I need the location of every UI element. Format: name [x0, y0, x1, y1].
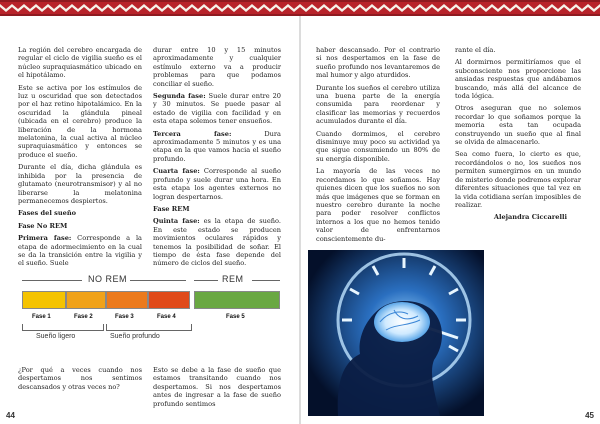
paragraph: Cuando dormimos, el cerebro disminuye muy poco su actividad ya que sigue consumiendo un 80% de su energía disponible.	[316, 129, 440, 163]
phase-bar-1	[22, 291, 66, 309]
bracket-line	[22, 280, 82, 281]
phase-bar-4	[148, 291, 190, 309]
paragraph: Este se activa por los estímulos de luz u oscuridad que son detectados por el haz retino hipotalámico. En la oscuridad la glándula pineal (ubicada en el cerebro) produce la liberación de la hormona melatonina, la cual activa al núcleo supraquiasmático y entonces se produce el sueño.	[18, 83, 142, 159]
phase-bar-3	[106, 291, 148, 309]
paragraph	[153, 130, 281, 164]
page-gutter	[299, 16, 301, 424]
sleep-phases-diagram	[18, 274, 284, 346]
column-1-bottom	[18, 366, 142, 395]
page-number-left: 44	[6, 411, 15, 420]
paragraph: rante el día.	[455, 46, 496, 54]
paragraph: Durante el día, dicha glándula es inhibida por la presencia de glutamato (neurotransmisor) y al no liberarse la melatonina permanecemos despiertos.	[18, 163, 142, 205]
phase-label: Fase 2	[74, 314, 93, 320]
section-heading: Fases del sueño	[18, 209, 77, 218]
bracket-line	[194, 280, 218, 281]
light-sleep-bracket	[22, 324, 104, 331]
paragraph: ¿Por qué a veces cuando nos despertamos nos sentimos descansados y otras veces no?	[18, 366, 142, 391]
column-1	[18, 46, 142, 272]
phase-bar-2	[66, 291, 106, 309]
decorative-top-band	[0, 0, 600, 16]
phase-label: Fase 4	[157, 314, 176, 320]
paragraph-text: Dura aproximadamente 5 minutos y es una etapa en la que vamos hacia el sueño profundo.	[153, 129, 281, 163]
column-2-bottom	[153, 366, 281, 412]
paragraph	[153, 167, 281, 201]
column-2	[153, 46, 281, 272]
clock-head-illustration	[308, 250, 484, 416]
paragraph	[153, 92, 281, 126]
paragraph: La región del cerebro encargada de regular el ciclo de vigilia sueño es el núcleo supraquiasmático ubicado en el hipotálamo.	[18, 46, 142, 80]
paragraph	[153, 217, 281, 267]
nrem-label: NO REM	[88, 274, 127, 284]
paragraph	[18, 234, 142, 268]
paragraph: Otros aseguran que no solemos recordar lo que soñamos porque la memoria esta tan ocupada construyendo un sueño que al final se olvida de almacenarlo.	[455, 104, 581, 147]
paragraph: Al dormirnos permitiríamos que el subconsciente nos proporcione las ansiadas respuestas que andábamos buscando, más allá del alcance de toda lógica.	[455, 58, 581, 101]
paragraph-text: Suele durar entre 20 y 30 minutos. Se puede pasar al estado de vigilia con facilidad y en esta etapa solemos tener ensueños.	[153, 92, 281, 126]
paragraph: Durante los sueños el cerebro utiliza una buena parte de la energía consumida para reordenar y clasificar las memorias y recuerdos acumulados durante el día.	[316, 83, 440, 126]
paragraph: La mayoría de las veces no recordamos lo que soñamos. Hay quienes dicen que los sueños no son más que imágenes que se forman en nuestro cerebro durante la noche para poder resolver conflictos internos a los que no hemos tenido valor de enfrentarnos conscientemente du-	[316, 167, 440, 243]
lead-term: Quinta fase:	[153, 217, 200, 226]
deep-sleep-label: Sueño profundo	[110, 333, 160, 340]
page-number-right: 45	[585, 411, 594, 420]
subsection-heading: Fase No REM	[18, 221, 68, 230]
phase-label: Fase 1	[32, 314, 51, 320]
phase-label: Fase 5	[226, 314, 245, 320]
lead-term: Primera fase:	[18, 234, 72, 243]
bracket-line	[252, 280, 280, 281]
paragraph: Sea como fuera, lo cierto es que, recordándolos o no, los sueños nos permiten sumergirnos en un mundo de misterio donde podremos explorar diferentes situaciones que tal vez en la vida cotidiana serían imposibles de realizar.	[455, 150, 581, 209]
rem-label: REM	[222, 274, 244, 284]
deep-sleep-bracket	[106, 324, 192, 331]
lead-term: Tercera fase:	[153, 129, 232, 138]
light-sleep-label: Sueño ligero	[36, 333, 76, 340]
phase-label: Fase 3	[115, 314, 134, 320]
bracket-line	[130, 280, 186, 281]
author-signature: Alejandra Ciccarelli	[493, 213, 567, 222]
paragraph-text: es la etapa de sueño. En este estado se producen movimientos oculares rápidos y tenemos la posibilidad de soñar. El tiempo de ésta fase depende del número de ciclos del sueño.	[153, 217, 281, 268]
paragraph-text: Corresponde al sueño profundo y suele durar una hora. En esta etapa los agentes externos no logran despertarnos.	[153, 167, 281, 201]
paragraph: haber descansado. Por el contrario si nos despertamos en la fase de sueño profundo nos levantaremos de mal humor y algo aturdidos.	[316, 46, 440, 80]
column-3	[316, 46, 440, 247]
paragraph-text: Corresponde a la etapa de adormecimiento en la cual se da la transición entre la vigilia y el sueño. Suele	[18, 234, 142, 268]
subsection-heading: Fase REM	[153, 204, 190, 213]
column-4	[455, 46, 581, 226]
lead-term: Segunda fase:	[153, 92, 206, 101]
paragraph: durar entre 10 y 15 minutos aproximadamente y cualquier estímulo externo va a producir problemas para que podamos conciliar el sueño.	[153, 46, 281, 88]
paragraph: Esto se debe a la fase de sueño que estamos transitando cuando nos despertamos. Si nos despertamos antes de ingresar a la fase de sueño profundo sentimos	[153, 366, 281, 408]
lead-term: Cuarta fase:	[153, 167, 200, 176]
phase-bar-5	[194, 291, 280, 309]
